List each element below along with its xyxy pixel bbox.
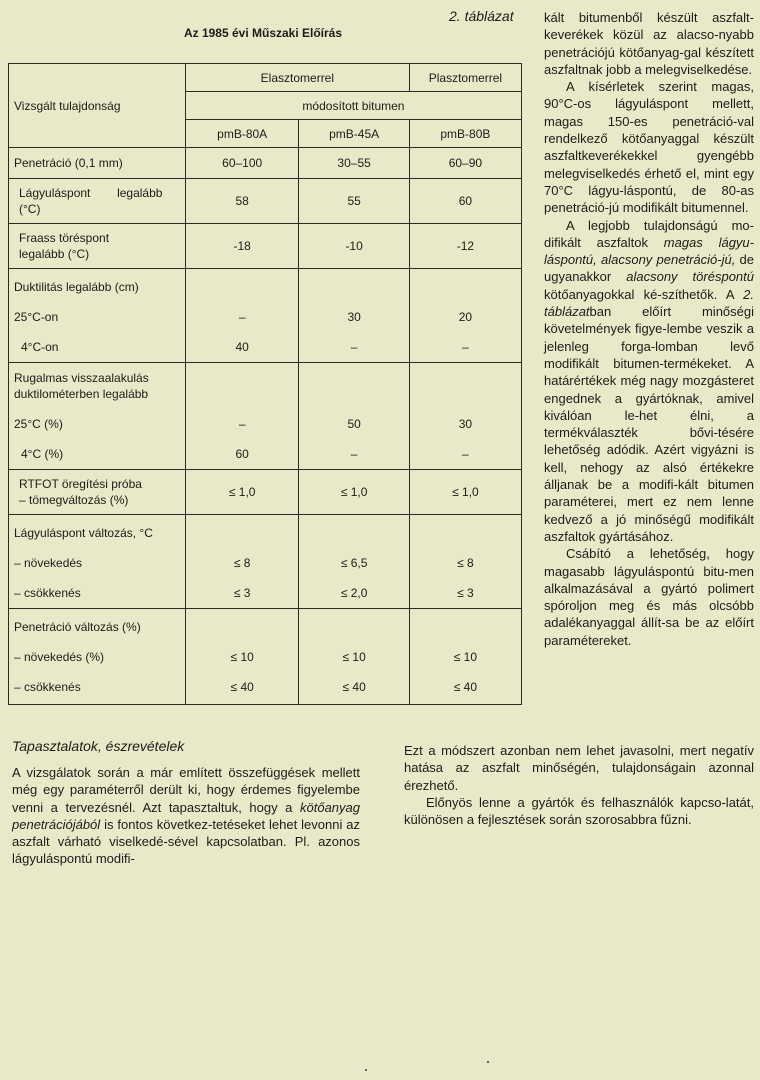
cell-value: –	[462, 340, 469, 354]
row-label: Fraass töréspont	[19, 231, 110, 245]
cell-value: ≤ 8	[233, 556, 251, 570]
cell-value: ≤ 3	[233, 586, 251, 600]
scan-speck	[365, 1069, 367, 1071]
table-row	[9, 470, 522, 515]
paragraph: Csábító a lehetőség, hogy magasabb lágyuláspontú bitu-men alkalmazásával a gyártó polimert spóroljon meg és más olcsóbb adalékanyaggal állít-sa be az előírt paramétereket.	[544, 546, 754, 648]
table-row	[9, 148, 522, 179]
cell-value: ≤ 6,5	[340, 556, 368, 570]
cell-value: ≤ 40	[453, 680, 478, 694]
cell-value: 60	[235, 447, 249, 461]
row-label: duktilométerben legalább	[14, 387, 149, 401]
cell-value: 60–90	[448, 156, 483, 170]
header-property: Vizsgált tulajdonság	[9, 64, 186, 148]
table-caption: 2. táblázat	[449, 8, 514, 24]
row-label-unit: (°C)	[19, 202, 41, 216]
header-elasztomer: Elasztomerrel	[185, 64, 409, 92]
row-label: RTFOT öregítési próba	[19, 477, 142, 491]
row-label: – tömegváltozás (%)	[19, 493, 129, 507]
cell-value: 30	[347, 310, 361, 324]
cell-value: -10	[345, 239, 363, 253]
row-sublabel: – csökkenés	[14, 586, 81, 600]
paragraph: A vizsgálatok során a már említett összefüggések mellett még egy paraméterről derült ki, hogy érdemes figyelembe venni a tervezésnél. Azt tapasztaltuk, hogy a kötőanyag penetrációjából is fontos következ-tetéseket lehet levonni az aszfalt várható viselkedé-sével kapcsolatban. Pl. azonos lágyuláspontú modifi-	[12, 765, 360, 867]
cell-value: -18	[233, 239, 251, 253]
row-sublabel: – növekedés (%)	[14, 650, 105, 664]
paragraph: A kísérletek szerint magas, 90°C-os lágyuláspont mellett, magas 150-es penetráció-val rendelkező kötőanyaggal készült aszfaltkeverékekkel gyengébb melegviselkedés érhető el, mint egy 70°C lágyu-láspontú, de 80-as penetráció-jú modifikált bitumennel.	[544, 79, 754, 216]
table-row	[9, 224, 522, 269]
row-label: Duktilitás legalább (cm)	[14, 280, 139, 294]
table-row	[9, 269, 522, 363]
column-header: pmB-45A	[299, 120, 409, 148]
left-column-text	[12, 764, 360, 868]
wide-column-text	[404, 742, 754, 828]
cell-value: –	[238, 310, 246, 324]
row-label: Rugalmas visszaalakulás	[14, 371, 149, 385]
cell-value: 40	[235, 340, 249, 354]
cell-value: ≤ 1,0	[228, 485, 256, 499]
row-label: Lágyuláspont változás, °C	[14, 526, 153, 540]
cell-value: 30	[458, 417, 473, 431]
row-sublabel: – növekedés	[14, 556, 83, 570]
cell-value: 30–55	[337, 156, 371, 170]
row-label: Penetráció (0,1 mm)	[14, 156, 123, 170]
spec-table	[8, 63, 522, 705]
cell-value: ≤ 10	[342, 650, 366, 664]
row-sublabel: 25°C-on	[14, 310, 59, 324]
table-row	[9, 363, 522, 470]
cell-value: 60–100	[222, 156, 263, 170]
cell-value: 58	[235, 194, 249, 208]
row-sublabel: 4°C-on	[21, 340, 59, 354]
cell-value: ≤ 3	[457, 586, 474, 600]
cell-value: ≤ 1,0	[452, 485, 479, 499]
cell-value: ≤ 8	[457, 556, 474, 570]
cell-value: ≤ 10	[230, 650, 254, 664]
cell-value: ≤ 40	[230, 680, 254, 694]
scan-speck	[487, 1061, 489, 1063]
paragraph: Előnyös lenne a gyártók és felhasználók kapcso-latát, különösen a fejlesztések során szorosabbra fűzni.	[404, 794, 754, 828]
cell-value: 55	[347, 194, 361, 208]
cell-value: ≤ 2,0	[340, 586, 368, 600]
column-header: pmB-80A	[185, 120, 299, 148]
row-label: Penetráció változás (%)	[14, 620, 141, 634]
cell-value: –	[462, 447, 469, 461]
table-row	[9, 609, 522, 705]
cell-value: -12	[456, 239, 475, 253]
table-row	[9, 515, 522, 609]
paragraph: Ezt a módszert azonban nem lehet javasolni, mert negatív hatása az aszfalt minőségén, tulajdonságain azonnal érezhető.	[404, 743, 754, 793]
row-label: Lágyuláspont legalább	[19, 186, 163, 200]
table-header-row	[9, 64, 522, 92]
cell-value: 20	[458, 310, 473, 324]
cell-value: –	[350, 340, 358, 354]
cell-value: 60	[458, 194, 473, 208]
cell-value: ≤ 10	[453, 650, 478, 664]
paragraph: kált bitumenből készült aszfalt-keverékek közül az alacso-nyabb penetrációjú kötőanyag-gal készített aszfaltnak jobb a melegviselkedése.	[544, 10, 754, 77]
cell-value: –	[238, 417, 246, 431]
cell-value: ≤ 1,0	[340, 485, 368, 499]
table-row	[9, 179, 522, 224]
cell-value: ≤ 40	[342, 680, 366, 694]
header-plasztomer: Plasztomerrel	[409, 64, 521, 92]
paragraph: A legjobb tulajdonságú mo-difikált aszfaltok magas lágyu-láspontú, alacsony penetráció-jú, de ugyanakkor alacsony töréspontú kötőanyagokkal ké-szíthetők. A 2. táblázatban előírt minőségi követelmények figye-lembe veszik a jelenleg forga-lomban levő modifikált bitumen-termékeket. A határértékek még nagy mozgásteret engednek a gyártóknak, amivel kiválóan le-het élni, a termékválaszték bővi-tésére lehetőség adódik. Azért vigyázni is kell, nehogy az alsó értékekre álljanak be a modifi-kált bitumen paraméterei, mert ez nem lenne kedvező a jó minőségű modifikált aszfaltok gyártásához.	[544, 217, 755, 544]
row-sublabel: 4°C (%)	[21, 447, 64, 461]
header-modified-bitumen: módosított bitumen	[185, 92, 521, 120]
cell-value: –	[350, 447, 358, 461]
cell-value: 50	[347, 417, 361, 431]
table-title: Az 1985 évi Műszaki Előírás	[183, 26, 343, 40]
section-heading: Tapasztalatok, észrevételek	[12, 738, 185, 754]
column-header: pmB-80B	[409, 120, 521, 148]
right-column-text	[544, 9, 754, 649]
row-label-unit: legalább (°C)	[19, 247, 90, 261]
row-sublabel: 25°C (%)	[14, 417, 63, 431]
row-sublabel: – csökkenés	[14, 680, 81, 694]
